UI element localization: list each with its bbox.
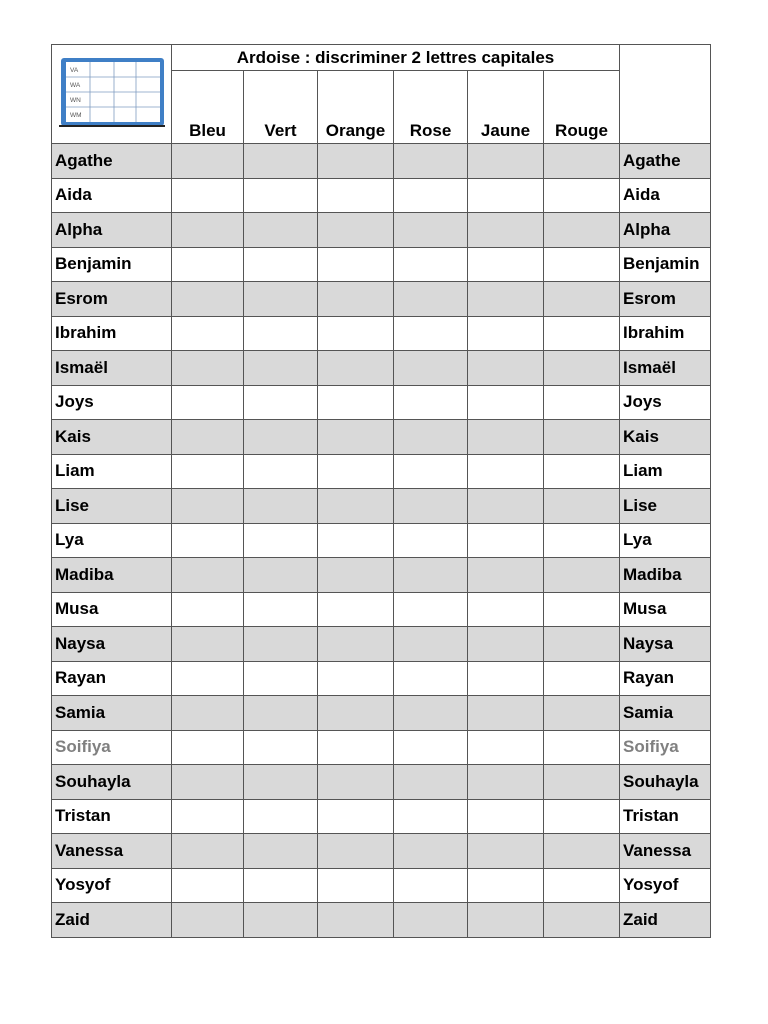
student-name-left: Agathe: [52, 144, 172, 179]
check-cell-rouge[interactable]: [544, 420, 620, 455]
check-cell-jaune[interactable]: [468, 627, 544, 662]
check-cell-vert[interactable]: [244, 730, 318, 765]
check-cell-rose[interactable]: [394, 282, 468, 317]
check-cell-rose[interactable]: [394, 730, 468, 765]
logo-cell: [52, 45, 172, 144]
check-cell-rouge[interactable]: [544, 661, 620, 696]
table-row: [52, 868, 711, 903]
table-row: [52, 144, 711, 179]
table-row: [52, 661, 711, 696]
student-name-left: Benjamin: [52, 247, 172, 282]
student-name-left: Rayan: [52, 661, 172, 696]
check-cell-rouge[interactable]: [544, 178, 620, 213]
check-cell-rouge[interactable]: [544, 489, 620, 524]
check-cell-orange[interactable]: [318, 834, 394, 869]
check-cell-bleu[interactable]: [172, 178, 244, 213]
check-cell-bleu[interactable]: [172, 730, 244, 765]
check-cell-bleu[interactable]: [172, 868, 244, 903]
table-row: [52, 730, 711, 765]
check-cell-rose[interactable]: [394, 592, 468, 627]
student-name-right: Ibrahim: [620, 316, 711, 351]
check-cell-jaune[interactable]: [468, 592, 544, 627]
student-name-left: Kais: [52, 420, 172, 455]
check-cell-bleu[interactable]: [172, 454, 244, 489]
check-cell-orange[interactable]: [318, 627, 394, 662]
check-cell-vert[interactable]: [244, 903, 318, 938]
student-name-right: Liam: [620, 454, 711, 489]
check-cell-rouge[interactable]: [544, 696, 620, 731]
color-header-jaune: Jaune: [468, 71, 544, 144]
student-name-right: Lya: [620, 523, 711, 558]
slate-grid-icon: [58, 56, 166, 128]
check-cell-rouge[interactable]: [544, 868, 620, 903]
student-name-left: Alpha: [52, 213, 172, 248]
student-name-left: Soifiya: [52, 730, 172, 765]
check-cell-bleu[interactable]: [172, 144, 244, 179]
check-cell-vert[interactable]: [244, 454, 318, 489]
check-cell-rose[interactable]: [394, 178, 468, 213]
student-name-right: Souhayla: [620, 765, 711, 800]
check-cell-vert[interactable]: [244, 627, 318, 662]
check-cell-vert[interactable]: [244, 799, 318, 834]
student-name-left: Lise: [52, 489, 172, 524]
check-cell-rouge[interactable]: [544, 213, 620, 248]
student-name-right: Rayan: [620, 661, 711, 696]
check-cell-vert[interactable]: [244, 592, 318, 627]
student-name-left: Samia: [52, 696, 172, 731]
student-name-right: Agathe: [620, 144, 711, 179]
check-cell-vert[interactable]: [244, 144, 318, 179]
check-cell-jaune[interactable]: [468, 316, 544, 351]
check-cell-vert[interactable]: [244, 834, 318, 869]
check-cell-rouge[interactable]: [544, 558, 620, 593]
check-cell-orange[interactable]: [318, 558, 394, 593]
student-name-left: Liam: [52, 454, 172, 489]
check-cell-jaune[interactable]: [468, 730, 544, 765]
table-row: [52, 903, 711, 938]
check-cell-bleu[interactable]: [172, 903, 244, 938]
check-cell-rose[interactable]: [394, 213, 468, 248]
check-cell-orange[interactable]: [318, 316, 394, 351]
check-cell-orange[interactable]: [318, 489, 394, 524]
color-header-vert: Vert: [244, 71, 318, 144]
check-cell-vert[interactable]: [244, 765, 318, 800]
check-cell-rouge[interactable]: [544, 144, 620, 179]
table-row: [52, 592, 711, 627]
check-cell-vert[interactable]: [244, 868, 318, 903]
check-cell-jaune[interactable]: [468, 799, 544, 834]
check-cell-rouge[interactable]: [544, 454, 620, 489]
header-row: [52, 45, 711, 71]
student-name-right: Musa: [620, 592, 711, 627]
logo-row-3: WM: [69, 111, 82, 119]
check-cell-orange[interactable]: [318, 903, 394, 938]
student-name-right: Vanessa: [620, 834, 711, 869]
check-cell-bleu[interactable]: [172, 765, 244, 800]
check-cell-rouge[interactable]: [544, 627, 620, 662]
check-cell-rouge[interactable]: [544, 834, 620, 869]
table-row: [52, 799, 711, 834]
student-name-left: Esrom: [52, 282, 172, 317]
check-cell-rose[interactable]: [394, 420, 468, 455]
check-cell-orange[interactable]: [318, 696, 394, 731]
table-row: [52, 247, 711, 282]
check-cell-rose[interactable]: [394, 868, 468, 903]
student-name-right: Soifiya: [620, 730, 711, 765]
check-cell-rose[interactable]: [394, 316, 468, 351]
table-row: [52, 627, 711, 662]
student-name-left: Souhayla: [52, 765, 172, 800]
check-cell-rose[interactable]: [394, 144, 468, 179]
check-cell-bleu[interactable]: [172, 523, 244, 558]
student-name-right: Zaid: [620, 903, 711, 938]
check-cell-vert[interactable]: [244, 523, 318, 558]
check-cell-bleu[interactable]: [172, 661, 244, 696]
table-row: [52, 282, 711, 317]
student-name-left: Naysa: [52, 627, 172, 662]
check-cell-rose[interactable]: [394, 454, 468, 489]
check-cell-orange[interactable]: [318, 213, 394, 248]
check-cell-rose[interactable]: [394, 765, 468, 800]
student-name-right: Aida: [620, 178, 711, 213]
check-cell-bleu[interactable]: [172, 282, 244, 317]
check-cell-vert[interactable]: [244, 696, 318, 731]
check-cell-orange[interactable]: [318, 351, 394, 386]
check-cell-jaune[interactable]: [468, 696, 544, 731]
table-row: [52, 558, 711, 593]
check-cell-jaune[interactable]: [468, 351, 544, 386]
check-cell-jaune[interactable]: [468, 489, 544, 524]
check-cell-orange[interactable]: [318, 661, 394, 696]
check-cell-orange[interactable]: [318, 765, 394, 800]
sheet-title: Ardoise : discriminer 2 lettres capitales: [172, 45, 620, 71]
check-cell-rouge[interactable]: [544, 903, 620, 938]
table-row: [52, 420, 711, 455]
table-row: [52, 351, 711, 386]
check-cell-bleu[interactable]: [172, 247, 244, 282]
student-name-left: Madiba: [52, 558, 172, 593]
check-cell-rouge[interactable]: [544, 592, 620, 627]
check-cell-bleu[interactable]: [172, 489, 244, 524]
check-cell-jaune[interactable]: [468, 834, 544, 869]
check-cell-vert[interactable]: [244, 661, 318, 696]
check-cell-jaune[interactable]: [468, 420, 544, 455]
check-cell-bleu[interactable]: [172, 213, 244, 248]
check-cell-vert[interactable]: [244, 351, 318, 386]
check-cell-jaune[interactable]: [468, 661, 544, 696]
student-name-right: Esrom: [620, 282, 711, 317]
check-cell-bleu[interactable]: [172, 420, 244, 455]
color-header-bleu: Bleu: [172, 71, 244, 144]
student-name-right: Joys: [620, 385, 711, 420]
student-name-left: Joys: [52, 385, 172, 420]
student-name-right: Madiba: [620, 558, 711, 593]
student-name-left: Vanessa: [52, 834, 172, 869]
check-cell-jaune[interactable]: [468, 247, 544, 282]
check-cell-rouge[interactable]: [544, 351, 620, 386]
check-cell-rose[interactable]: [394, 247, 468, 282]
check-cell-vert[interactable]: [244, 316, 318, 351]
check-cell-orange[interactable]: [318, 799, 394, 834]
check-cell-rose[interactable]: [394, 903, 468, 938]
table-row: [52, 489, 711, 524]
table-row: [52, 834, 711, 869]
student-name-right: Lise: [620, 489, 711, 524]
check-cell-rouge[interactable]: [544, 282, 620, 317]
logo-row-0: VA: [69, 66, 78, 74]
logo-row-1: WA: [69, 81, 80, 89]
check-cell-bleu[interactable]: [172, 351, 244, 386]
check-cell-orange[interactable]: [318, 868, 394, 903]
check-cell-rose[interactable]: [394, 385, 468, 420]
check-cell-jaune[interactable]: [468, 868, 544, 903]
check-cell-rose[interactable]: [394, 351, 468, 386]
check-cell-rouge[interactable]: [544, 316, 620, 351]
check-cell-orange[interactable]: [318, 178, 394, 213]
check-cell-rouge[interactable]: [544, 730, 620, 765]
check-cell-jaune[interactable]: [468, 144, 544, 179]
check-cell-jaune[interactable]: [468, 765, 544, 800]
check-cell-rose[interactable]: [394, 523, 468, 558]
color-header-orange: Orange: [318, 71, 394, 144]
student-name-left: Yosyof: [52, 868, 172, 903]
tracking-table: [51, 44, 711, 938]
check-cell-vert[interactable]: [244, 178, 318, 213]
check-cell-orange[interactable]: [318, 523, 394, 558]
check-cell-orange[interactable]: [318, 730, 394, 765]
check-cell-jaune[interactable]: [468, 454, 544, 489]
check-cell-vert[interactable]: [244, 282, 318, 317]
student-name-right: Kais: [620, 420, 711, 455]
check-cell-bleu[interactable]: [172, 799, 244, 834]
student-name-right: Alpha: [620, 213, 711, 248]
table-row: [52, 316, 711, 351]
check-cell-vert[interactable]: [244, 247, 318, 282]
color-header-rouge: Rouge: [544, 71, 620, 144]
check-cell-bleu[interactable]: [172, 592, 244, 627]
check-cell-vert[interactable]: [244, 489, 318, 524]
student-name-left: Zaid: [52, 903, 172, 938]
student-name-right: Samia: [620, 696, 711, 731]
check-cell-rose[interactable]: [394, 799, 468, 834]
check-cell-rose[interactable]: [394, 627, 468, 662]
student-name-right: Benjamin: [620, 247, 711, 282]
student-name-right: Yosyof: [620, 868, 711, 903]
student-name-left: Ismaël: [52, 351, 172, 386]
table-row: [52, 765, 711, 800]
check-cell-orange[interactable]: [318, 454, 394, 489]
check-cell-jaune[interactable]: [468, 178, 544, 213]
check-cell-bleu[interactable]: [172, 558, 244, 593]
check-cell-bleu[interactable]: [172, 696, 244, 731]
check-cell-bleu[interactable]: [172, 627, 244, 662]
check-cell-orange[interactable]: [318, 247, 394, 282]
student-name-right: Naysa: [620, 627, 711, 662]
table-row: [52, 696, 711, 731]
student-name-left: Aida: [52, 178, 172, 213]
check-cell-bleu[interactable]: [172, 834, 244, 869]
check-cell-jaune[interactable]: [468, 282, 544, 317]
student-name-left: Tristan: [52, 799, 172, 834]
check-cell-rose[interactable]: [394, 489, 468, 524]
check-cell-orange[interactable]: [318, 282, 394, 317]
check-cell-orange[interactable]: [318, 144, 394, 179]
check-cell-vert[interactable]: [244, 558, 318, 593]
check-cell-rose[interactable]: [394, 696, 468, 731]
check-cell-bleu[interactable]: [172, 316, 244, 351]
table-row: [52, 454, 711, 489]
check-cell-jaune[interactable]: [468, 903, 544, 938]
student-name-left: Musa: [52, 592, 172, 627]
check-cell-orange[interactable]: [318, 420, 394, 455]
check-cell-rose[interactable]: [394, 558, 468, 593]
check-cell-orange[interactable]: [318, 592, 394, 627]
check-cell-vert[interactable]: [244, 420, 318, 455]
check-cell-rose[interactable]: [394, 834, 468, 869]
student-name-right: Ismaël: [620, 351, 711, 386]
check-cell-vert[interactable]: [244, 385, 318, 420]
student-name-right: Tristan: [620, 799, 711, 834]
check-cell-rose[interactable]: [394, 661, 468, 696]
check-cell-orange[interactable]: [318, 385, 394, 420]
check-cell-rouge[interactable]: [544, 523, 620, 558]
color-header-rose: Rose: [394, 71, 468, 144]
check-cell-jaune[interactable]: [468, 213, 544, 248]
check-cell-rouge[interactable]: [544, 765, 620, 800]
check-cell-rouge[interactable]: [544, 385, 620, 420]
check-cell-jaune[interactable]: [468, 523, 544, 558]
student-name-left: Ibrahim: [52, 316, 172, 351]
check-cell-rouge[interactable]: [544, 247, 620, 282]
check-cell-jaune[interactable]: [468, 558, 544, 593]
table-row: [52, 523, 711, 558]
table-row: [52, 213, 711, 248]
check-cell-rouge[interactable]: [544, 799, 620, 834]
check-cell-bleu[interactable]: [172, 385, 244, 420]
check-cell-vert[interactable]: [244, 213, 318, 248]
table-row: [52, 178, 711, 213]
student-name-left: Lya: [52, 523, 172, 558]
check-cell-jaune[interactable]: [468, 385, 544, 420]
corner-cell: [620, 45, 711, 144]
logo-row-2: WN: [69, 96, 81, 104]
table-row: [52, 385, 711, 420]
